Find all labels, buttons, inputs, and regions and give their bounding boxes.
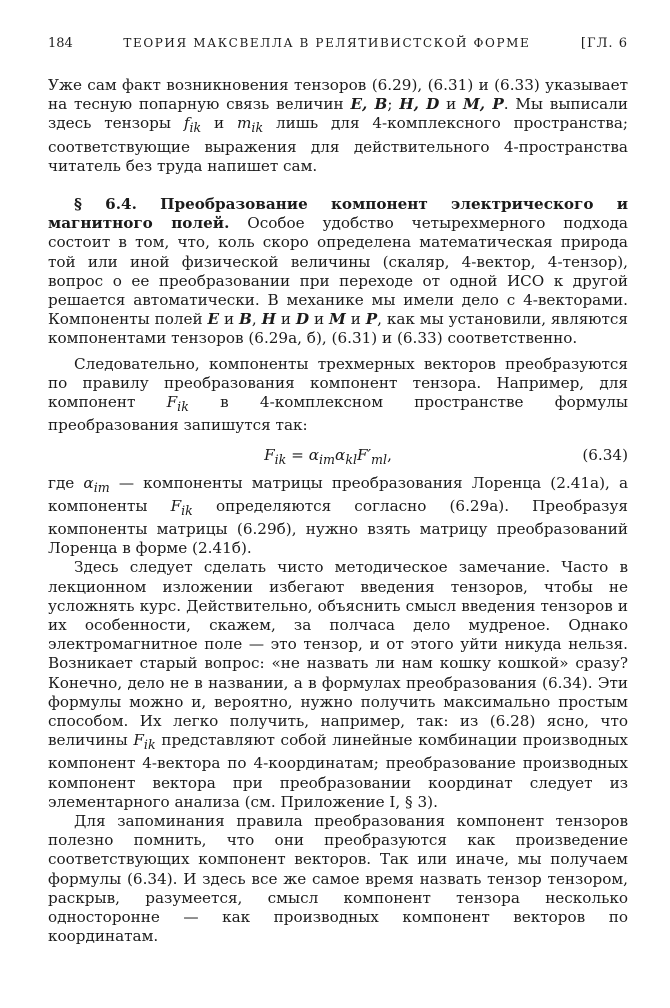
page-number: 184	[48, 36, 73, 51]
sub-ik: ik	[251, 120, 264, 136]
paragraph-tensors-pairing: Уже сам факт возникновения тензоров (6.29), (6.31) и (6.33) указывает на тесную попарную связь величин E, B; H, D и M, P. Мы выписали здесь тензоры $f_{ik}$ и $m_{ik}$ лишь для 4-комплексного пространства; соответствующие выражения для действительного 4-пространства читатель без труда напишет сам.	[48, 76, 628, 175]
var-f: f	[183, 114, 190, 133]
formula-body: $F_{ik} = \alpha_{im}\alpha_{kl}F'_{ml}$,	[264, 445, 392, 467]
book-page	[48, 36, 628, 946]
paragraph-methodical-remark: Здесь следует сделать чисто методическое замечание. Часто в лекционном изложении избегают введения тензоров, чтобы не усложнять курс. Действительно, объяснить смысл введения тензоров и их особенности, скажем, за полчаса дело мудреное. Однако электромагнитное поле — это тензор, и от этого уйти никуда нельзя. Возникает старый вопрос: «не назвать ли нам кошку кошкой» сразу? Конечно, дело не в названии, а в формулах преобразования (6.34). Эти формулы можно и, вероятно, нужно получить максимально простым способом. Их легко получить, например, так: из (6.28) ясно, что величины $F_{ik}$ представляют собой линейные комбинации производных компонент 4-вектора по 4-координатам; преобразование производных компонент вектора при преобразовании координат следует из элементарного анализа (см. Приложение I, § 3).	[48, 558, 628, 811]
equation-number: (6.34)	[582, 445, 628, 464]
section-heading: § 6.4. Преобразование компонент электрического и магнитного полей.	[48, 195, 628, 233]
vars-E-B: E, B	[350, 95, 388, 114]
chapter-label: [ГЛ. 6	[580, 36, 628, 51]
paragraph-memorization: Для запоминания правила преобразования компонент тензоров полезно помнить, что они преобразуются как произведение соответствующих компонент векторов. Так или иначе, мы получаем формулы (6.34). И здесь все же самое время назвать тензор тензором, раскрыв, разумеется, смысл компонент тензора несколько односторонне — как производных компонент векторов по координатам.	[48, 812, 628, 946]
equation-6-34	[48, 436, 628, 474]
var-m: m	[236, 114, 252, 133]
vars-H-D: H, D	[399, 95, 440, 114]
section-6-4-paragraph: § 6.4. Преобразование компонент электрического и магнитного полей. Особое удобство четырехмерного подхода состоит в том, что, коль скоро определена математическая природа той или иной физической величины (скаляр, 4-вектор, 4-тензор), вопрос о ее преобразовании при переходе от одной ИСО к другой решается автоматически. В механике мы имели дело с 4-векторами. Компоненты полей E и B, H и D и M и P, как мы установили, являются компонентами тензоров (6.29а, б), (6.31) и (6.33) соответственно.	[48, 195, 629, 348]
sub-ik: ik	[189, 120, 202, 136]
running-title: ТЕОРИЯ МАКСВЕЛЛА В РЕЛЯТИВИСТСКОЙ ФОРМЕ	[123, 36, 531, 50]
paragraph-consequently: Следовательно, компоненты трехмерных векторов преобразуются по правилу преобразования компонент тензора. Например, для компонент $F_{ik}$ в 4-комплексном пространстве формулы преобразования запишутся так:	[48, 354, 628, 435]
vars-M-P: M, P	[463, 95, 504, 114]
paragraph-where-alpha: где $\alpha_{im}$ — компоненты матрицы преобразования Лоренца (2.41а), а компоненты $F_{ik}$ определяются согласно (6.29а). Преобразуя компоненты матрицы (6.29б), нужно взять матрицу преобразований Лоренца в форме (2.41б).	[48, 473, 629, 558]
running-header	[48, 36, 628, 51]
